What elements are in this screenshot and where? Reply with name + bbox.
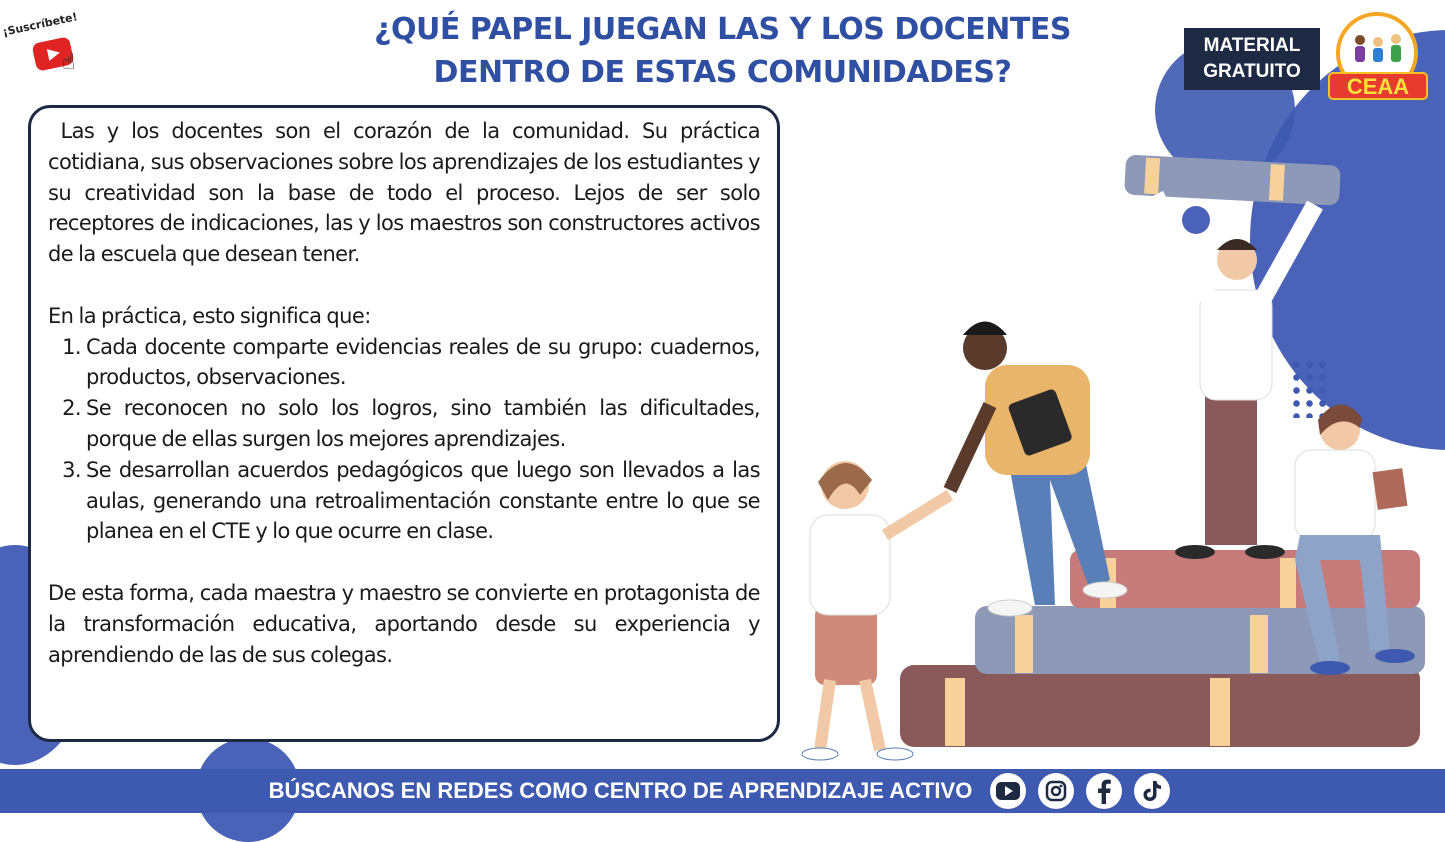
subscribe-graphic[interactable] — [2, 10, 92, 76]
facebook-icon[interactable] — [1086, 773, 1122, 809]
list-item: 2. Se reconocen no solo los logros, sino también las dificultades, porque de ellas surgen los mejores aprendizajes. — [86, 393, 760, 455]
list-item: 3. Se desarrollan acuerdos pedagógicos que luego son llevados a las aulas, generando una retroalimentación constante entre lo que se planea en el CTE y lo que ocurre en clase. — [86, 455, 760, 547]
badge-line: GRATUITO — [1203, 61, 1301, 82]
book — [900, 665, 1420, 747]
list-item: 1. Cada docente comparte evidencias reales de su grupo: cuadernos, productos, observaciones. — [86, 332, 760, 394]
badge-line: MATERIAL — [1203, 35, 1301, 56]
subscribe-label: ¡Suscríbete! — [1, 10, 79, 39]
logo-text: CEAA — [1328, 72, 1428, 100]
teachers-on-books-illustration — [800, 150, 1440, 770]
footer-bar — [0, 769, 1445, 813]
ceaa-logo — [1328, 12, 1428, 102]
people-icon — [1350, 30, 1406, 70]
footer-text: BÚSCANOS EN REDES COMO CENTRO DE APRENDIZAJE ACTIVO — [268, 778, 973, 803]
intro-paragraph: Las y los docentes son el corazón de la comunidad. Su práctica cotidiana, sus observaciones sobre los aprendizajes de los estudiantes y su creatividad son la base de todo el proceso. Lejos de ser solo receptores de indicaciones, las y los maestros son constructores activos de la escuela que desean tener. — [48, 119, 766, 267]
title-line: DENTRO DE ESTAS COMUNIDADES? — [433, 55, 1012, 90]
free-material-badge — [1184, 28, 1320, 90]
page-title — [300, 8, 1145, 94]
practice-list — [48, 332, 760, 548]
tiktok-icon[interactable] — [1134, 773, 1170, 809]
content-card — [28, 105, 780, 742]
closing-paragraph: De esta forma, cada maestra y maestro se convierte en protagonista de la transformación educativa, aportando desde su experiencia y aprendiendo de las de sus colegas. — [48, 580, 760, 667]
book — [975, 606, 1425, 674]
instagram-icon[interactable] — [1038, 773, 1074, 809]
pointer-hand-icon: ☝ — [62, 50, 76, 75]
title-line: ¿QUÉ PAPEL JUEGAN LAS Y LOS DOCENTES — [374, 12, 1071, 47]
youtube-icon[interactable] — [990, 773, 1026, 809]
lead-paragraph: En la práctica, esto significa que: — [48, 303, 371, 328]
